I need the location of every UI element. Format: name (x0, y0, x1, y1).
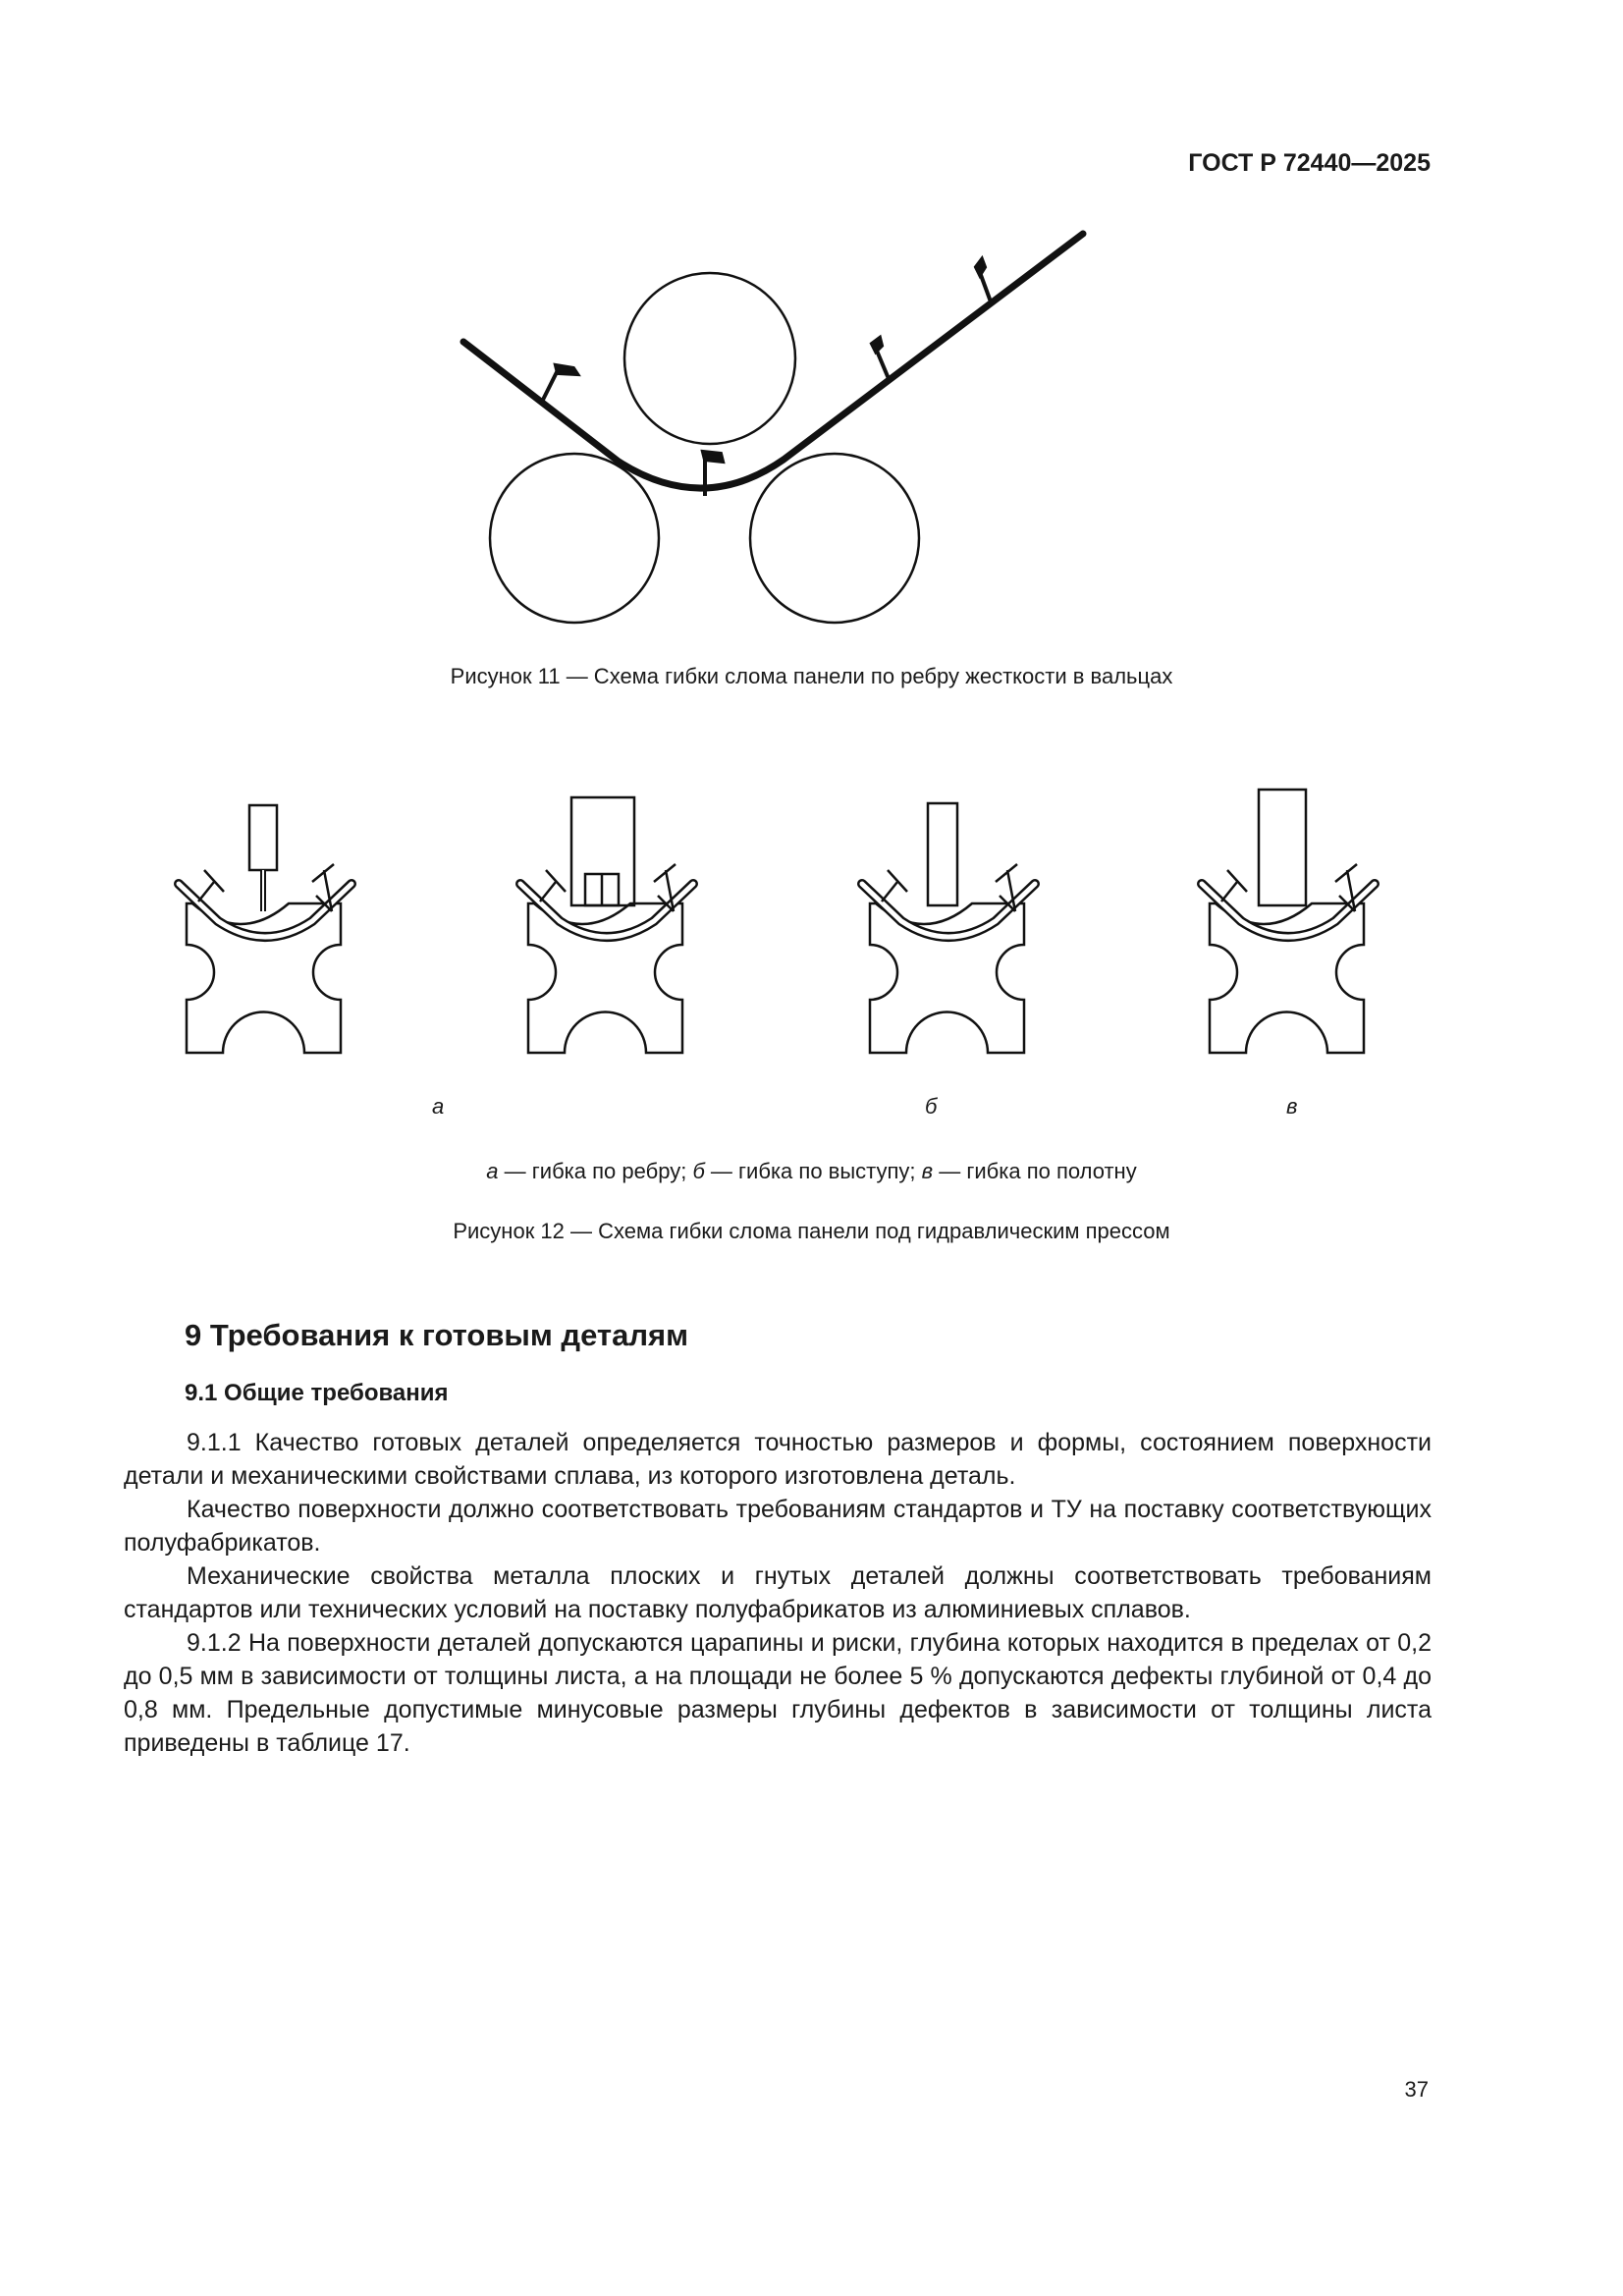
figure-12-caption: Рисунок 12 — Схема гибки слома панели под гидравлическим прессом (453, 1219, 1170, 1243)
figure-12-label-c: в (1286, 1094, 1298, 1119)
scheme-c (862, 803, 1035, 1053)
document-id: ГОСТ Р 72440—2025 (1188, 149, 1431, 177)
section-title: 9 Требования к готовым деталям (185, 1318, 689, 1352)
paragraph: 9.1.2 На поверхности деталей допускаются царапины и риски, глубина которых находится в пределах от 0,2 до 0,5 мм в зависимости от толщины листа, а на площади не более 5 % допускаются дефекты глубиной от 0,4 до 0,8 мм. Предельные допустимые минусовые размеры глубины дефектов в зависимости от толщины листа приведены в таблице 17. (124, 1629, 1432, 1757)
scheme-a (179, 805, 352, 1053)
scheme-b (520, 797, 693, 1053)
figure-12-label-a: а (432, 1094, 445, 1119)
figure-12-label-b: б (925, 1094, 938, 1119)
paragraph: 9.1.1 Качество готовых деталей определяется точностью размеров и формы, состоянием поверхности детали и механическими свойствами сплава, из которого изготовлена деталь. (124, 1429, 1432, 1490)
scheme-d (1202, 790, 1375, 1053)
upper-roll (624, 273, 795, 444)
subsection-title: 9.1 Общие требования (185, 1380, 449, 1406)
figure-12-press-bending-diagram (0, 786, 1623, 1100)
bent-panel (463, 234, 1083, 488)
paragraph: Механические свойства металла плоских и гнутых деталей должны соответствовать требованиям стандартов или технических условий на поставку полуфабрикатов из алюминиевых сплавов. (124, 1562, 1432, 1623)
body-text (124, 1426, 1432, 1760)
paragraph: Качество поверхности должно соответствовать требованиям стандартов и ТУ на поставку соответствующих полуфабрикатов. (124, 1496, 1432, 1557)
lower-left-roll (490, 454, 659, 623)
lower-right-roll (750, 454, 919, 623)
figure-11-roll-bending-diagram (0, 0, 1623, 687)
page-number: 37 (1404, 2077, 1429, 2102)
figure-11-caption: Рисунок 11 — Схема гибки слома панели по ребру жесткости в вальцах (450, 664, 1173, 688)
figure-12-legend: а — гибка по ребру; б — гибка по выступу; в — гибка по полотну (486, 1159, 1137, 1183)
